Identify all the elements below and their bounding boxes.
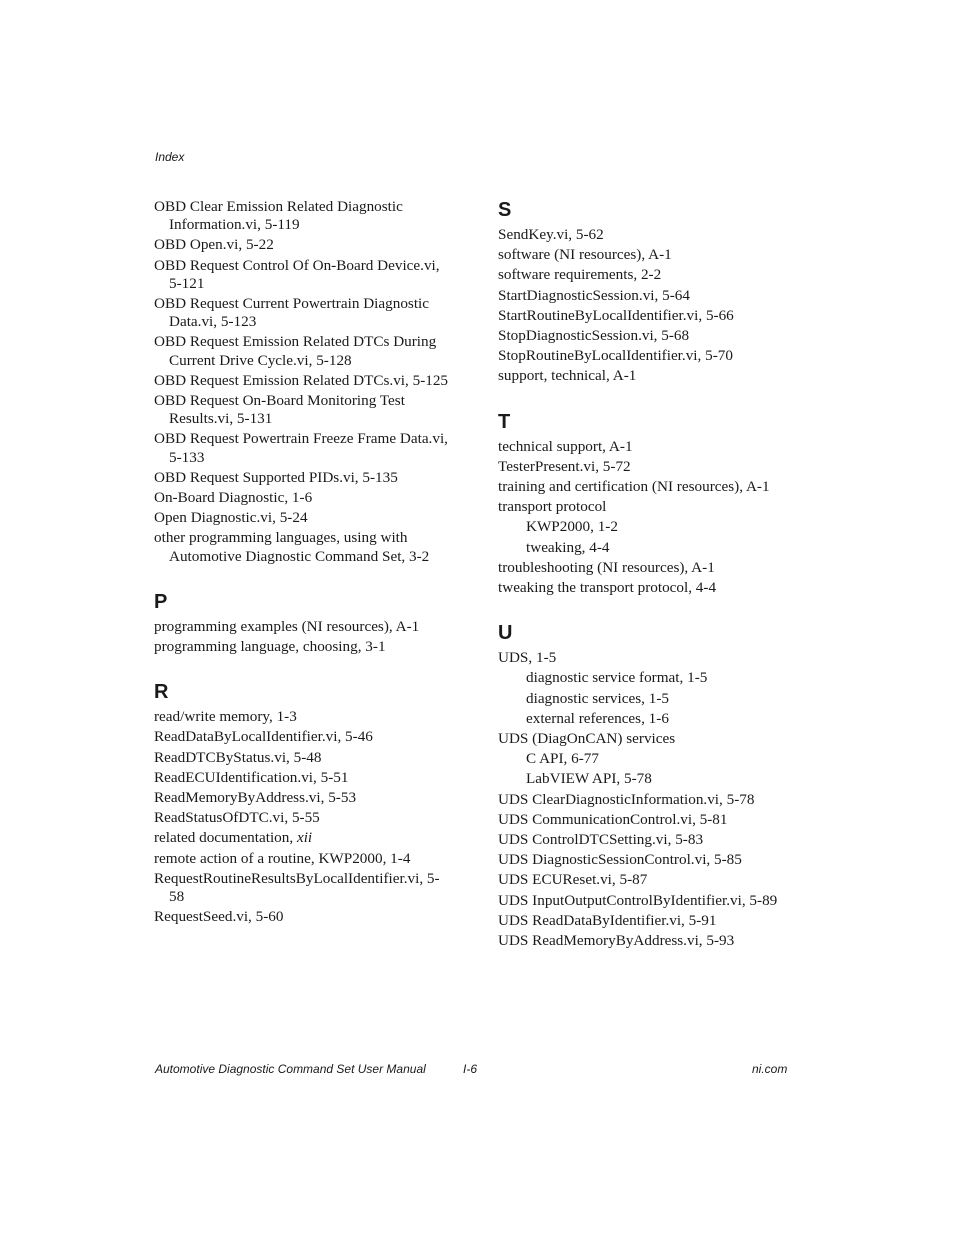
index-entry xyxy=(498,287,798,305)
entry-text: OBD Request Current Powertrain Diagnostic Data.vi, 5-123 xyxy=(154,295,430,331)
index-entry xyxy=(154,529,454,565)
entry-text: UDS, 1-5 xyxy=(498,649,557,667)
index-section xyxy=(498,410,798,598)
index-entry xyxy=(154,908,454,926)
index-entry xyxy=(498,892,798,910)
entry-text: programming language, choosing, 3-1 xyxy=(154,638,386,656)
entry-text: related documentation, xyxy=(154,829,297,847)
index-entry xyxy=(154,789,454,807)
index-subentry xyxy=(498,539,798,557)
entry-text: UDS ClearDiagnosticInformation.vi, 5-78 xyxy=(498,790,755,808)
entry-text: StartDiagnosticSession.vi, 5-64 xyxy=(498,286,690,304)
entry-text: ReadDataByLocalIdentifier.vi, 5-46 xyxy=(154,728,373,746)
index-entry xyxy=(154,850,454,868)
index-entry xyxy=(498,851,798,869)
index-entry xyxy=(498,246,798,264)
index-entry xyxy=(498,559,798,577)
index-entry xyxy=(498,811,798,829)
entry-text: UDS CommunicationControl.vi, 5-81 xyxy=(498,810,728,828)
entry-text: UDS ControlDTCSetting.vi, 5-83 xyxy=(498,831,704,849)
entry-page-ref: xii xyxy=(296,829,313,847)
entry-text: OBD Clear Emission Related Diagnostic Information.vi, 5-119 xyxy=(154,198,403,234)
entry-text: StartRoutineByLocalIdentifier.vi, 5-66 xyxy=(498,306,734,324)
entry-text: ReadECUIdentification.vi, 5-51 xyxy=(154,768,349,786)
index-entry xyxy=(154,618,454,636)
index-subentry xyxy=(498,690,798,708)
index-entry xyxy=(154,749,454,767)
index-subentry xyxy=(498,770,798,788)
entry-text: remote action of a routine, KWP2000, 1-4 xyxy=(154,849,411,867)
index-entry xyxy=(498,478,798,496)
entry-text: UDS ReadMemoryByAddress.vi, 5-93 xyxy=(498,932,735,950)
footer-manual-title: Automotive Diagnostic Command Set User Manual xyxy=(155,1062,426,1076)
index-entry xyxy=(154,708,454,726)
section-letter: S xyxy=(498,199,512,221)
index-entry xyxy=(154,372,454,390)
index-subentry xyxy=(498,750,798,768)
index-entry xyxy=(154,198,454,234)
entry-text: other programming languages, using with Automotive Diagnostic Command Set, 3-2 xyxy=(154,529,430,565)
entry-text: UDS ECUReset.vi, 5-87 xyxy=(498,871,648,889)
index-entry xyxy=(154,333,454,369)
index-entry xyxy=(154,489,454,507)
index-entry xyxy=(154,870,454,906)
index-entry xyxy=(154,236,454,254)
entry-text: troubleshooting (NI resources), A-1 xyxy=(498,558,715,576)
entry-text: OBD Request Control Of On-Board Device.vi, 5-121 xyxy=(154,256,440,292)
index-entry xyxy=(498,871,798,889)
entry-text: On-Board Diagnostic, 1-6 xyxy=(154,489,313,507)
index-entry xyxy=(154,295,454,331)
index-entry xyxy=(154,829,454,847)
index-column-right xyxy=(498,198,798,952)
index-entry xyxy=(498,327,798,345)
index-section xyxy=(498,621,798,950)
index-entry xyxy=(498,498,798,516)
index-entry xyxy=(498,367,798,385)
entry-text: tweaking, 4-4 xyxy=(526,538,610,556)
section-letter: P xyxy=(154,590,168,613)
entry-text: RequestRoutineResultsByLocalIdentifier.vi, 5-58 xyxy=(154,869,440,906)
entry-text: Open Diagnostic.vi, 5-24 xyxy=(154,509,308,527)
entry-text: OBD Request On-Board Monitoring Test Results.vi, 5-131 xyxy=(154,392,405,428)
index-entry xyxy=(498,791,798,809)
index-subentry xyxy=(498,710,798,728)
entry-text: OBD Request Powertrain Freeze Frame Data.vi, 5-133 xyxy=(154,430,448,466)
entry-text: UDS ReadDataByIdentifier.vi, 5-91 xyxy=(498,911,717,929)
index-entry xyxy=(498,226,798,244)
entry-text: RequestSeed.vi, 5-60 xyxy=(154,908,284,926)
index-section xyxy=(154,198,454,566)
entry-text: SendKey.vi, 5-62 xyxy=(498,226,604,243)
running-head: Index xyxy=(155,150,185,164)
section-letter: T xyxy=(498,410,511,433)
entry-text: training and certification (NI resources), A-1 xyxy=(498,478,770,496)
index-entry xyxy=(498,458,798,476)
index-entry xyxy=(154,809,454,827)
index-entry xyxy=(154,392,454,428)
entry-text: diagnostic service format, 1-5 xyxy=(526,669,708,687)
entry-text: StopRoutineByLocalIdentifier.vi, 5-70 xyxy=(498,347,733,365)
entry-text: OBD Open.vi, 5-22 xyxy=(154,236,274,254)
entry-text: diagnostic services, 1-5 xyxy=(526,689,669,707)
entry-text: OBD Request Supported PIDs.vi, 5-135 xyxy=(154,468,398,486)
entry-text: external references, 1-6 xyxy=(526,709,669,727)
entry-text: StopDiagnosticSession.vi, 5-68 xyxy=(498,327,690,345)
index-entry xyxy=(498,831,798,849)
index-entry xyxy=(154,728,454,746)
entry-text: LabVIEW API, 5-78 xyxy=(526,770,652,788)
index-entry xyxy=(498,649,798,667)
index-section xyxy=(154,590,454,656)
index-entry xyxy=(154,430,454,466)
index-section xyxy=(154,680,454,926)
entry-text: tweaking the transport protocol, 4-4 xyxy=(498,579,717,597)
index-entry xyxy=(498,579,798,597)
index-entry xyxy=(498,932,798,950)
footer-site: ni.com xyxy=(752,1062,788,1076)
entry-text: OBD Request Emission Related DTCs.vi, 5-125 xyxy=(154,371,449,389)
entry-text: support, technical, A-1 xyxy=(498,367,637,385)
index-entry xyxy=(498,307,798,325)
entry-text: read/write memory, 1-3 xyxy=(154,708,297,726)
entry-text: ReadMemoryByAddress.vi, 5-53 xyxy=(154,789,357,807)
index-subentry xyxy=(498,518,798,536)
section-letter: U xyxy=(498,622,513,645)
index-entry xyxy=(498,347,798,365)
entry-text: ReadStatusOfDTC.vi, 5-55 xyxy=(154,809,320,827)
entry-text: UDS DiagnosticSessionControl.vi, 5-85 xyxy=(498,851,742,869)
index-subentry xyxy=(498,669,798,687)
entry-text: KWP2000, 1-2 xyxy=(526,518,618,536)
entry-text: UDS InputOutputControlByIdentifier.vi, 5-89 xyxy=(498,891,778,909)
index-entry xyxy=(498,912,798,930)
index-column-left xyxy=(154,198,454,929)
entry-text: ReadDTCByStatus.vi, 5-48 xyxy=(154,748,322,766)
entry-text: TesterPresent.vi, 5-72 xyxy=(498,457,631,475)
index-entry xyxy=(154,638,454,656)
entry-text: UDS (DiagOnCAN) services xyxy=(498,730,676,748)
section-letter: R xyxy=(154,681,169,704)
entry-text: technical support, A-1 xyxy=(498,437,633,455)
index-entry xyxy=(498,730,798,748)
index-entry xyxy=(154,257,454,293)
entry-text: C API, 6-77 xyxy=(526,750,599,768)
index-entry xyxy=(498,266,798,284)
entry-text: software requirements, 2-2 xyxy=(498,266,662,284)
index-entry xyxy=(154,509,454,527)
entry-text: OBD Request Emission Related DTCs During Current Drive Cycle.vi, 5-128 xyxy=(154,333,437,369)
index-entry xyxy=(154,769,454,787)
index-entry xyxy=(154,469,454,487)
index-entry xyxy=(498,438,798,456)
footer-page-number: I-6 xyxy=(463,1062,478,1076)
entry-text: programming examples (NI resources), A-1 xyxy=(154,617,420,635)
entry-text: software (NI resources), A-1 xyxy=(498,246,672,264)
index-section xyxy=(498,198,798,386)
entry-text: transport protocol xyxy=(498,498,607,516)
